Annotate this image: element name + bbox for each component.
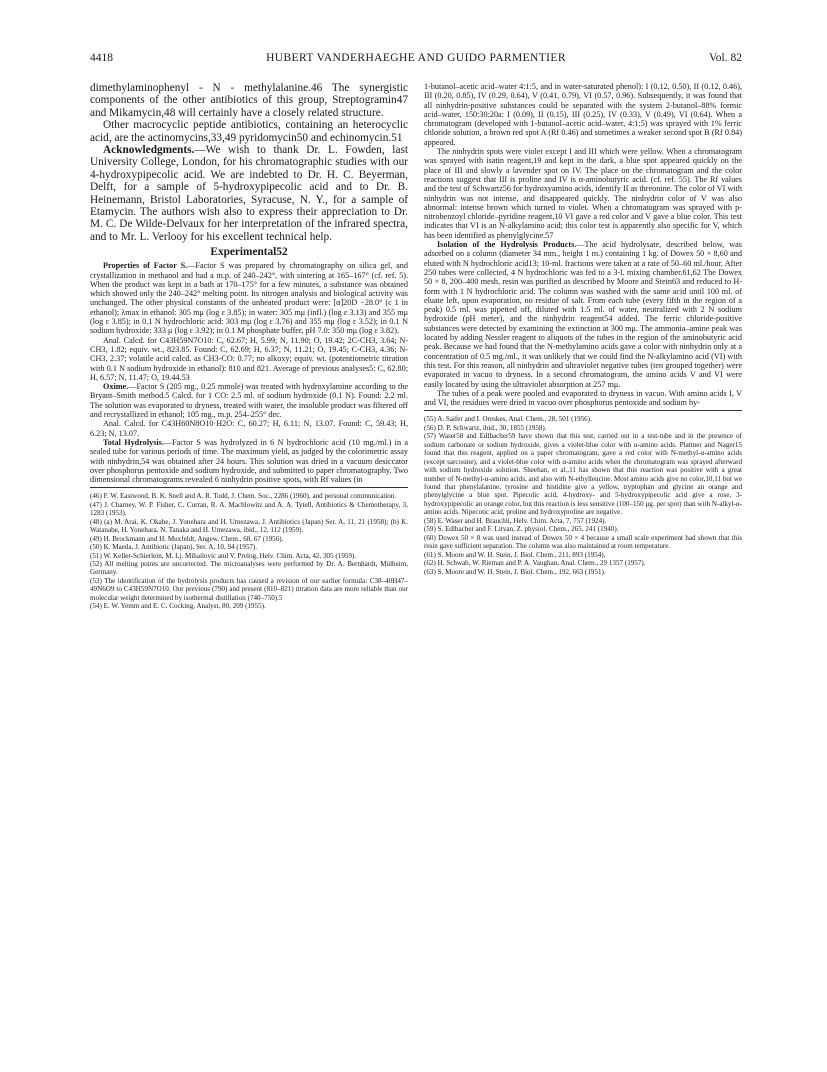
oxime-text: —Factor S (205 mg., 0.25 mmole) was treated with hydroxylamine according to the Bryant–Smith method.5 Calcd. for 1 CO: 2.5 ml. of sodium hydroxide (0.1 N). Found: 2.2 ml. The solution was evaporated to dryness, treated with water, the insoluble product was filtered off and recrystallized in ethanol; 105 mg., m.p. 254–255° dec.	[90, 382, 408, 420]
properties-text: —Factor S was prepared by chromatography on silica gel, and crystallization in methanol and had a m.p. of 240–242°, with sintering at 165–167° (cf. ref. 5). When the product was kept in a bath at 170–175° for a few minutes, a substance was obtained which showed only the 240–242° melting point. Its nitrogen analysis and biological activity was unchanged. The other physical constants of the unheated product were: [α]20D −28.0° (c 1 in ethanol); λmax in ethanol: 305 mμ (log ε 3.85); in water: 305 mμ (infl.) (log ε 3.13) and 355 mμ (log ε 3.85); in 0.1 N hydrochloric acid: 303 mμ (log ε 3.76) and 355 mμ (log ε 3.52); in 0.1 N sodium hydroxide: 333 μ (log ε 3.92); in 0.1 M phosphate buffer, pH 7.0: 350 mμ (log ε 3.82).	[90, 261, 408, 336]
footnote: (57) Waser58 and Edlbacher59 have shown that this test, carried out in a test-tube and in the presence of sodium carbonate or sodium hydroxide, gives a violet-blue color with α-amino acids. Plattner and Nager15 found that this reagent, applied on a paper chromatogram, gave a red color with N-methyl-α-amino acids (except sarcosine), and a violet-blue color with α-amino acids when the chromatogram was sprayed afterward with sodium hydroxide solution. Sheehan, et al.,11 has shown that this reaction was positive with a great number of N-methyl-α-amino acids, and also with N-ethylleucine. Most amino acids give no color,10,11 but we found that phenylalanine, tyrosine and histidine give a yellow, tryptophan and glycine an orange and phenylglycine a blue spot. Pipecolic acid, 4-hydroxy- and 5-hydroxypipecolic acid give a rose, 3-hydroxypipecolic an orange color, but this reaction is less sensitive (100–150 μg. per spot) than with N-alkyl-α-amino acids. Nipecotic acid, proline and hydroxyproline are negative.	[424, 432, 742, 517]
intro-paragraph: dimethylaminophenyl - N - methylalanine.46 The synergistic components of the other antibiotics of this group, Streptogramin47 and Mikamycin,48 will certainly have a closely related structure.	[90, 82, 408, 119]
running-header	[90, 52, 742, 66]
properties-heading: Properties of Factor S.	[103, 261, 188, 271]
footnote: (46) F. W. Eastwood, B. K. Snell and A. R. Todd, J. Chem. Soc., 2286 (1960), and personal communication.	[90, 492, 397, 501]
footnote: (55) A. Saifer and I. Oreskes, Anal. Chem., 28, 501 (1956).	[424, 415, 592, 424]
page-number: 4418	[90, 52, 113, 64]
hydrolysis-paragraph	[90, 438, 408, 484]
hydrolysis-text: —Factor S was hydrolyzed in 6 N hydrochloric acid (10 mg./ml.) in a sealed tube for various periods of time. The maximum yield, as judged by the colorimetric assay with ninhydrin,54 was obtained after 24 hours. This solution was dried in a vacuum desiccator over phosphorus pentoxide and sodium hydroxide, and submitted to paper chromatography. Two dimensional chromatograms revealed 6 ninhydrin positive spots, with Rf values (in	[90, 437, 408, 485]
footnote: (59) S. Edlbacher and F. Litvan, Z. physiol. Chem., 265, 241 (1940).	[424, 525, 619, 534]
acknowledgments-heading: Acknowledgments.	[103, 144, 195, 157]
macrocyclic-paragraph: Other macrocyclic peptide antibiotics, containing an heterocyclic acid, are the actinomycins,33,49 pyridomycin50 and echinomycin.51	[90, 119, 408, 144]
rf-values-paragraph: 1-butanol–acetic acid–water 4:1:5, and in water-saturated phenol): I (0.12, 0.50), II (0.12, 0.46), III (0.20, 0.85), IV (0.29, 0.64), V (0.41, 0.79), VI (0.57, 0.96). Subsequently, it was found that all ninhydrin-positive substances could be separated with the system 2-butanol–88% formic acid–water, 150:30:20a: I (0.09), II (0.15), III (0.25), IV (0.33), V (0.49), VI (0.64). When a chromatogram (developed with 1-butanol–acetic acid–water, 4:1:5) was sprayed with 1% ferric chloride solution, a brown red spot A (Rf 0.46) and sometimes a weaker second spot B (Rf 0.84) appeared.	[424, 82, 742, 147]
oxime-paragraph	[90, 382, 408, 419]
footnote: (54) E. W. Yemm and E. C. Cocking, Analyst, 80, 209 (1955).	[90, 602, 266, 611]
isolation-paragraph	[424, 240, 742, 389]
hydrolysis-heading: Total Hydrolysis.	[103, 437, 164, 447]
isolation-text: —The acid hydrolysate, described below, was adsorbed on a column (diameter 34 mm., height 1 m.) containing 1 kg. of Dowex 50 × 8,60 and eluted with N hydrochloric acid13; 10-ml. fractions were taken at a rate of 50–60 ml./hour. After 250 tubes were collected, 4 N hydrochloric was fed to a 3-l. mixing chamber.61,62 The Dowex 50 × 8, 200–400 mesh, resin was purified as described by Moore and Stein63 and reduced to H-form with 1 N hydrochloric acid. The column was washed with the same acid until 100 ml. of eluate left, upon evaporation, no residue of salt. From each tube (every fifth in the region of a peak) 0.5 ml. was pipetted off, diluted with 1.5 ml. of water, neutralized with 2 N sodium hydroxide (pH meter), and the ninhydrin reagent54 added. The ferric chloride-positive substances were detected by examining the extinction at 300 mμ. The ammonia–amine peak was located by adding Nessler reagent to aliquots of the tubes in the region of the aminobutyric acid peak. Because we had found that the N-methylamino acids gave a color with ninhydrin only at a concentration of 0.5 mg./ml., it was unlikely that we could find the N-alkylamino acid (VI) with this test. For this reason, all ninhydrin and ultraviolet negative tubes (ten grouped together) were evaporated in vacuo to dryness. In a second chromatogram, the amino acids V and VI were easily located by using the ultraviolet absorption at 257 mμ.	[424, 240, 742, 389]
analysis-2: Anal. Calcd. for C43H60N8O10·H2O: C, 60.27; H, 6.11; N, 13.07. Found: C, 59.43; H, 6.23; N, 13.07.	[90, 419, 408, 438]
tubes-paragraph: The tubes of a peak were pooled and evaporated to dryness in vacuo. With amino acids I, V and VI, the residues were dried in vacuo over phosphorus pentoxide and sodium hy-	[424, 388, 742, 408]
footnote: (52) All melting points are uncorrected. The microanalyses were performed by Dr. A. Bernhardt, Mülheim, Germany.	[90, 560, 408, 577]
oxime-heading: Oxime.	[103, 382, 129, 392]
footnote: (50) K. Maeda, J. Antibiotic (Japan), Ser. A, 10, 94 (1957).	[90, 543, 258, 552]
running-authors: HUBERT VANDERHAEGHE AND GUIDO PARMENTIER	[266, 52, 566, 64]
experimental-heading: Experimental52	[210, 246, 288, 259]
footnote: (60) Dowex 50 × 8 was used instead of Dowex 50 × 4 because a small scale experiment had shown that this resin gave sufficient separation. The column was also maintained at room temperature.	[424, 533, 742, 551]
footnote: (49) H. Brockmann and H. Muxfeldt, Angew. Chem., 68, 67 (1956).	[90, 534, 284, 543]
volume-label: Vol. 82	[708, 52, 742, 64]
ninhydrin-paragraph: The ninhydrin spots were violet except I and III which were yellow. When a chromatogram was sprayed with isatin reagent,19 and kept in the dark, a blue spot appeared quickly on the place of III and slowly a lavender spot on IV. The place on the chromatogram and the color reactions suggest that III is proline and IV is α-aminobutyric acid. (cf. ref. 55). The Rf values and the test of Schwartz56 for hydroxyamino acids, identify II as threonine. The color of VI with ninhydrin was not intense, and disappeared quickly. The ninhydrin color of V was also abnormal: intense brown which turned to violet. When a chromatogram was sprayed with p-nitrobenzoyl chloride–pyridine reagent,10 VI gave a red color and V gave a blue color. This test indicates that VI is an N-alkylamino acid; this color test is apparently also specific for V, which has been identified as phenylglycine.57	[424, 147, 742, 240]
acknowledgments-text: —We wish to thank Dr. L. Fowden, last University College, London, for his chromatographic studies with our 4-hydroxypipecolic acid. We are indebted to Dr. H. C. Beyerman, Delft, for a sample of 5-hydroxypipecolic acid and to Dr. B. Heinemann, Bristol Laboratories, Syracuse, N. Y., for a sample of Etamycin. The authors wish also to express their appreciation to Dr. M. C. De Wilde-Delvaux for her interpretation of the infrared spectra, and to Mr. L. Verlooy for his excellent technical help.	[90, 144, 408, 243]
footnote: (58) E. Waser and H. Brauchli, Helv. Chim. Acta, 7, 757 (1924).	[424, 516, 607, 525]
footnote: (56) D. P. Schwartz, ibid., 30, 1855 (1958).	[424, 423, 547, 432]
footnote: (62) H. Schwab, W. Rieman and P. A. Vaughan, Anal. Chem., 29 1357 (1957).	[424, 559, 646, 568]
footnote: (51) W. Keller-Schierlein, M. Lj. Mihailovic and V. Prelog, Helv. Chim. Acta, 42, 305 (1959).	[90, 551, 357, 560]
footnote-separator	[90, 487, 408, 488]
footnote: (48) (a) M. Arai, K. Okabe, J. Yonehara and H. Umezawa, J. Antibiotics (Japan) Ser. A, 11, 21 (1958); (b) K. Watanabe, H. Yonehara, N. Tanaka and H. Umezawa, ibid., 12, 112 (1959).	[90, 517, 408, 535]
footnote: (61) S. Moore and W. H. Stein, J. Biol. Chem., 211, 893 (1954).	[424, 550, 606, 559]
properties-paragraph	[90, 261, 408, 335]
analysis-1: Anal. Calcd. for C43H59N7O10: C, 62.67; H, 5.99; N, 11.90; O, 19.42; 2C-CH3, 3.64; N-CH3, 1.82; equiv. wt., 823.85. Found: C, 62.69; H, 6.37; N, 11.21; O, 19.45; C-CH3, 4.36; N-CH3, 2.37; volatile acid calcd. as CH3-CO: 0.77; no alkoxy; equiv. wt. (potentiometric titration with 0.1 N sodium hydroxide in ethanol): 810 and 821. Average of previous analyses5: C, 62.80; H, 6.57; N, 11.47; O, 19.44.53	[90, 335, 408, 382]
footnote: (47) J. Charney, W. P. Fisher, C. Curran, R. A. Machlowitz and A. A. Tytell, Antibiotics & Chemotherapy, 3, 1283 (1953).	[90, 500, 408, 518]
acknowledgments-paragraph	[90, 144, 408, 243]
right-column	[424, 82, 742, 576]
left-footnotes	[90, 492, 408, 610]
footnote-separator	[424, 410, 742, 411]
footnote: (63) S. Moore and W. H. Stein, J. Biol. Chem., 192, 663 (1951).	[424, 567, 606, 576]
isolation-heading: Isolation of the Hydrolysis Products.	[437, 240, 577, 250]
left-column	[90, 82, 408, 611]
footnote: (53) The identification of the hydrolysis products has caused a revision of our earlier formula: C38–40H47–49N6O9 to C43H59N7O10. Our previous (790) and present (810–821) titration data are more reliable than our molecular weight determined by isothermal distillation (740–750).5	[90, 576, 408, 602]
right-footnotes	[424, 415, 742, 576]
